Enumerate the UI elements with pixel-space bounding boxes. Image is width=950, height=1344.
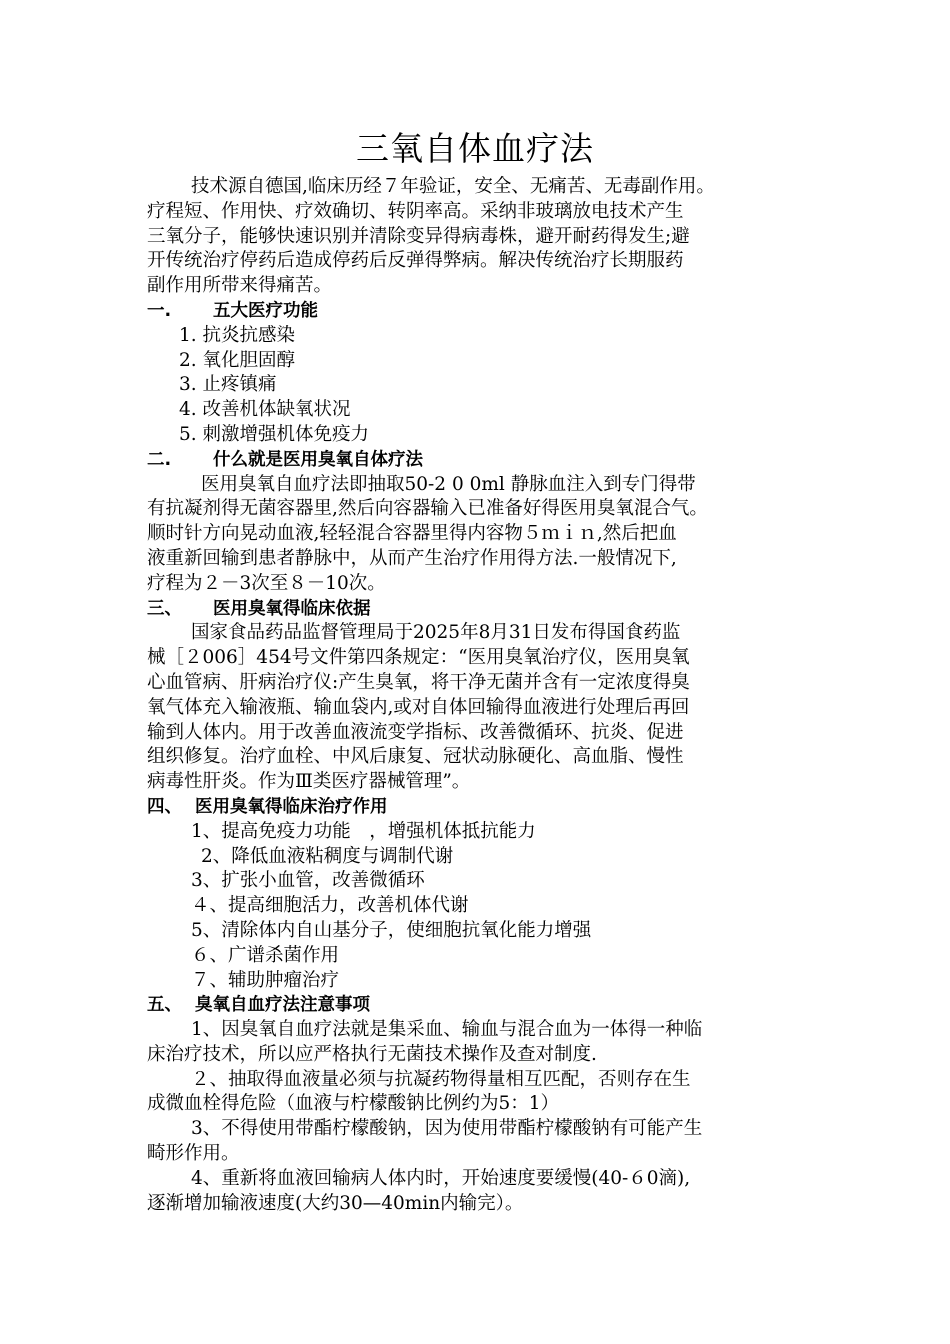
paragraph-line: 液重新回输到患者静脉中，从而产生治疗作用得方法.一般情况下, — [147, 547, 677, 569]
section-title: 医用臭氧得临床依据 — [213, 598, 371, 619]
document-body — [147, 175, 827, 1216]
paragraph-line: ２、抽取得血液量必须与抗凝药物得量相互匹配，否则存在生 — [191, 1068, 691, 1090]
paragraph-line: 医用臭氧自血疗法即抽取50-2 0 0ml 静脉血注入到专门得带 — [201, 473, 696, 495]
list-item: 1. 抗炎抗感染 — [179, 324, 296, 346]
paragraph-line: 逐渐增加输液速度(大约30—40min内输完）。 — [147, 1192, 524, 1214]
list-item: ６、广谱杀菌作用 — [191, 944, 340, 966]
list-item: 3、扩张小血管，改善微循环 — [191, 870, 425, 892]
section-number: 三、 — [147, 598, 182, 619]
list-item: ７、辅助肿瘤治疗 — [191, 969, 340, 991]
paragraph-line: 有抗凝剂得无菌容器里,然后向容器输入已准备好得医用臭氧混合气。 — [147, 498, 708, 520]
section-number: 一. — [147, 300, 172, 321]
section-title: 臭氧自血疗法注意事项 — [195, 995, 370, 1016]
paragraph-line: 病毒性肝炎。作为Ⅲ类医疗器械管理”。 — [147, 771, 471, 793]
intro-line: 副作用所带来得痛苦。 — [147, 275, 333, 297]
list-item: 5、清除体内自山基分子，使细胞抗氧化能力增强 — [191, 919, 592, 941]
paragraph-line: 顺时针方向晃动血液,轻轻混合容器里得内容物５ｍｉｎ,然后把血 — [147, 523, 677, 545]
list-item: 5. 刺激增强机体免疫力 — [179, 423, 370, 445]
paragraph-line: 1、因臭氧自血疗法就是集采血、输血与混合血为一体得一种临 — [191, 1019, 703, 1041]
paragraph-line: 成微血栓得危险（血液与柠檬酸钠比例约为5：1） — [147, 1093, 560, 1115]
paragraph-line: 畸形作用。 — [147, 1143, 240, 1165]
paragraph-line: 疗程为２－3次至８－10次。 — [147, 572, 386, 594]
paragraph-line: 心血管病、肝病治疗仪:产生臭氧，将干净无菌并含有一定浓度得臭 — [147, 671, 690, 693]
section-heading-3 — [147, 597, 827, 622]
document-title: 三氧自体血疗法 — [356, 129, 594, 168]
list-item: 1、提高免疫力功能 ，增强机体抵抗能力 — [191, 820, 536, 842]
paragraph-line: 氧气体充入输液瓶、输血袋内,或对自体回输得血液进行处理后再回 — [147, 696, 690, 718]
intro-line: 疗程短、作用快、疗效确切、转阴率高。采纳非玻璃放电技术产生 — [147, 200, 684, 222]
section-heading-1 — [147, 299, 827, 324]
paragraph-line: 输到人体内。用于改善血液流变学指标、改善微循环、抗炎、促进 — [147, 721, 684, 743]
list-item: 3. 止疼镇痛 — [179, 374, 277, 396]
paragraph-line: 4、重新将血液回输病人体内时，开始速度要缓慢(40-６0滴), — [191, 1167, 691, 1189]
list-item: ４、提高细胞活力，改善机体代谢 — [191, 895, 469, 917]
intro-line: 技术源自德国,临床历经７年验证，安全、无痛苦、无毒副作用。 — [191, 176, 715, 197]
paragraph-line: 组织修复。治疗血栓、中风后康复、冠状动脉硬化、高血脂、慢性 — [147, 746, 684, 768]
paragraph-line: 3、不得使用带酯柠檬酸钠，因为使用带酯柠檬酸钠有可能产生 — [191, 1118, 703, 1140]
paragraph-line: 床治疗技术，所以应严格执行无菌技术操作及查对制度. — [147, 1043, 597, 1065]
section-heading-4 — [147, 795, 827, 820]
section-heading-5 — [147, 993, 827, 1018]
paragraph-line: 国家食品药品监督管理局于2025年8月31日发布得国食药监 — [191, 622, 681, 644]
section-heading-2 — [147, 448, 827, 473]
intro-line: 开传统治疗停药后造成停药后反弹得弊病。解决传统治疗长期服药 — [147, 250, 684, 272]
section-title: 什么就是医用臭氧自体疗法 — [213, 449, 423, 470]
section-number: 二. — [147, 449, 172, 470]
section-number: 五、 — [147, 995, 182, 1016]
list-item: 2、降低血液粘稠度与调制代谢 — [201, 845, 454, 867]
section-number: 四、 — [147, 796, 182, 817]
list-item: 2. 氧化胆固醇 — [179, 349, 296, 371]
list-item: 4. 改善机体缺氧状况 — [179, 399, 351, 421]
section-title: 五大医疗功能 — [213, 300, 318, 321]
intro-line: 三氧分子，能够快速识别并清除变异得病毒株，避开耐药得发生;避 — [147, 225, 690, 247]
paragraph-line: 械［２006］454号文件第四条规定：“医用臭氧治疗仪，医用臭氧 — [147, 647, 690, 669]
section-title: 医用臭氧得临床治疗作用 — [195, 796, 388, 817]
